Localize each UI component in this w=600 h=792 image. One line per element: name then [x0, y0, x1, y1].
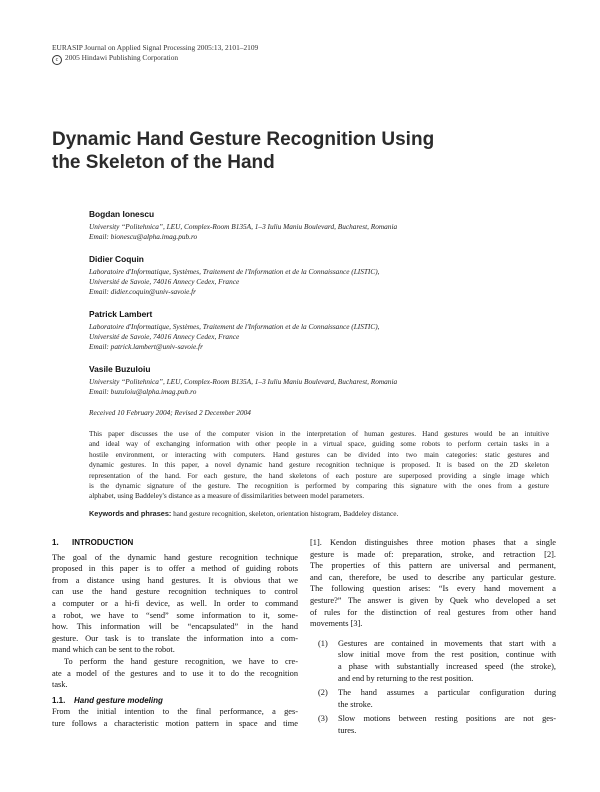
title-line: the Skeleton of the Hand: [52, 152, 275, 173]
subsection-number: 1.1.: [52, 695, 66, 705]
list-label: (3): [318, 714, 328, 724]
subsection-heading: [52, 695, 298, 707]
left-column: [52, 537, 298, 730]
list-line: slow initial move from the rest position, continue with: [338, 650, 556, 660]
copyright-text: 2005 Hindawi Publishing Corporation: [65, 53, 179, 62]
right-column: [310, 537, 556, 740]
list-line: a phase with substantially increased speed (the stroke),: [338, 661, 556, 671]
author-email: Email: didier.coquin@univ-savoie.fr: [89, 287, 197, 296]
body-line: From the initial intention to the final performance, a ges-: [52, 707, 298, 717]
list-line: Gestures are contained in movements that start with a: [338, 638, 556, 648]
body-line: [1]. Kendon distinguishes three motion phases that a single: [310, 538, 556, 547]
abstract-line: dynamic gestures. In this paper, a novel dynamic hand gesture recognition technique is proposed. It is based on the 2D skeleton: [89, 460, 549, 470]
author-vasile-buzuloiu: [89, 364, 549, 397]
author-email: Email: bionescu@alpha.imag.pub.ro: [89, 232, 198, 241]
list-line: tures.: [338, 725, 357, 735]
list-item: [310, 638, 556, 684]
abstract-line: hostile environment, or interacting with computers. Hand gestures can be divided into two main categories: static gestures and: [89, 449, 549, 459]
copyright-icon: c: [52, 55, 62, 65]
author-affiliation: University “Politehnica”, LEU, Complex-Room B135A, 1–3 Iuliu Maniu Boulevard, Bucharest, Romania: [89, 377, 398, 386]
body-line: gesture?” The answer is given by Quek who developed a set: [310, 595, 556, 605]
author-didier-coquin: [89, 254, 549, 297]
abstract-line: representation of the hand. For each gesture, the hand skeletons of each posture are superposed providing a single image which: [89, 470, 549, 480]
body-line: ture follows a characteristic motion pattern in space and time: [52, 718, 298, 728]
paper-title: [52, 128, 434, 174]
section-title: INTRODUCTION: [72, 538, 134, 547]
author-bogdan-ionescu: [89, 209, 549, 242]
abstract-line: is the dynamic signature of the gesture. The recognition is performed by comparing this signature with the ones from a gesture: [89, 481, 549, 491]
body-line: and can, therefore, be used to describe any particular gesture.: [310, 572, 556, 582]
author-name: Didier Coquin: [89, 254, 144, 264]
author-email: Email: buzuloiu@alpha.imag.pub.ro: [89, 387, 197, 396]
received-dates: Received 10 February 2004; Revised 2 December 2004: [89, 408, 251, 417]
abstract: [89, 429, 549, 502]
author-name: Vasile Buzuloiu: [89, 364, 151, 374]
copyright-line: [52, 53, 258, 65]
body-line: The goal of the dynamic hand gesture recognition technique: [52, 552, 298, 562]
keywords-label: Keywords and phrases:: [89, 509, 172, 518]
title-line: Dynamic Hand Gesture Recognition Using: [52, 129, 435, 150]
list-label: (2): [318, 688, 328, 698]
author-email: Email: patrick.lambert@univ-savoie.fr: [89, 342, 203, 351]
list-line: the stroke.: [338, 699, 373, 709]
body-line: ate a model of the gestures and to use it to do the recognition: [52, 668, 298, 678]
body-line: To perform the hand gesture recognition, we have to cre-: [64, 656, 298, 666]
section-number: 1.: [52, 538, 59, 547]
abstract-line: This paper discusses the use of the computer vision in the interpretation of human gestures. Hand gestures would be an intuitive: [89, 429, 549, 438]
subsection-title: Hand gesture modeling: [74, 695, 163, 705]
author-affiliation: University “Politehnica”, LEU, Complex-Room B135A, 1–3 Iuliu Maniu Boulevard, Bucharest, Romania: [89, 222, 398, 231]
author-affiliation: Université de Savoie, 74016 Annecy Cedex, France: [89, 332, 240, 341]
body-line: The following question arises: “Is every hand movement a: [310, 584, 556, 594]
abstract-line: alphabet, using Baddeley's distance as a measure of dissimilarities between model parameters.: [89, 491, 365, 501]
keywords: [89, 509, 398, 518]
list-item: [310, 713, 556, 736]
keywords-text: hand gesture recognition, skeleton, orientation histogram, Baddeley distance.: [173, 509, 399, 518]
author-affiliation: Laboratoire d'Informatique, Systèmes, Traitement de l'Information et de la Connaissance (LISTIC),: [89, 267, 380, 276]
journal-header: [52, 43, 258, 65]
author-affiliation: Université de Savoie, 74016 Annecy Cedex, France: [89, 277, 240, 286]
body-line: a robot, we have to “send” some information to it, some-: [52, 610, 298, 620]
list-line: Slow motions between resting positions are not ges-: [338, 714, 556, 724]
body-line: The properties of this pattern are universal and permanent,: [310, 561, 556, 571]
body-line: a computer or a hi-fi device, as well. In order to command: [52, 598, 298, 608]
body-line: from a distance using hand gestures. It is obvious that we: [52, 575, 298, 585]
body-line: of rules for the distinction of real gestures from other hand: [310, 607, 556, 617]
section-heading: [52, 537, 298, 549]
body-line: task.: [52, 680, 68, 690]
list-line: and end by returning to the rest position.: [338, 673, 474, 683]
body-line: mand which can be sent to the robot.: [52, 645, 175, 655]
body-line: how. This information will be “encapsulated” in the hand: [52, 622, 298, 632]
author-patrick-lambert: [89, 309, 549, 352]
author-name: Bogdan Ionescu: [89, 209, 155, 219]
list-line: The hand assumes a particular configuration during: [338, 688, 556, 698]
author-affiliation: Laboratoire d'Informatique, Systèmes, Traitement de l'Information et de la Connaissance (LISTIC),: [89, 322, 380, 331]
body-line: gesture is made of: preparation, stroke, and retraction [2].: [310, 549, 556, 559]
abstract-line: and ideal way of exchanging information with other people in a virtual space, guiding some robots to perform certain tasks in a: [89, 439, 549, 449]
list-item: [310, 687, 556, 710]
gesture-rules-list: [310, 638, 556, 737]
body-line: movements [3].: [310, 619, 363, 629]
journal-citation: EURASIP Journal on Applied Signal Processing 2005:13, 2101–2109: [52, 43, 259, 52]
author-name: Patrick Lambert: [89, 309, 153, 319]
list-label: (1): [318, 638, 328, 648]
body-line: proposed in this paper is to offer a method of guiding robots: [52, 564, 298, 574]
body-line: gesture. Our task is to translate the information into a com-: [52, 633, 298, 643]
body-line: can use the hand gesture recognition techniques to control: [52, 587, 298, 597]
